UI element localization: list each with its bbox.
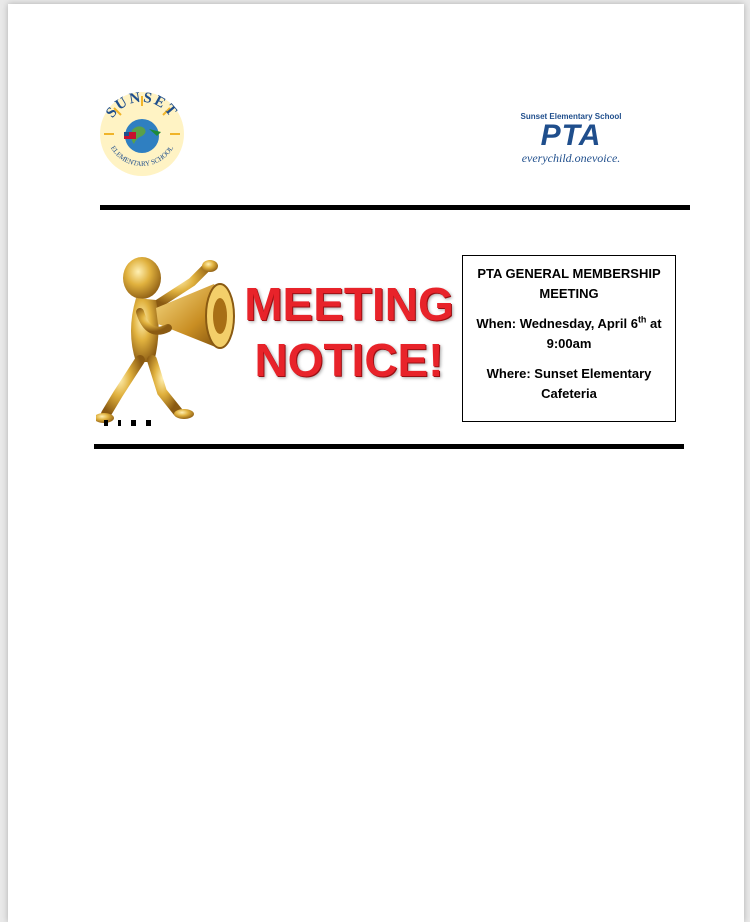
pta-tagline: everychild.onevoice. — [521, 151, 621, 165]
megaphone-figure-icon — [96, 252, 246, 432]
meeting-title: PTA GENERAL MEMBERSHIP MEETING — [477, 266, 661, 301]
document-page — [8, 4, 744, 922]
meeting-when: When: Wednesday, April 6th at 9:00am — [476, 314, 662, 351]
banner-line-1: MEETING — [244, 278, 454, 330]
pta-logo — [496, 112, 646, 166]
sunset-school-logo — [94, 86, 190, 182]
meeting-notice-banner — [244, 276, 454, 388]
banner-line-2: NOTICE! — [254, 334, 444, 386]
meeting-info-box — [462, 255, 676, 422]
meeting-where: Where: Sunset Elementary Cafeteria — [486, 366, 652, 401]
sunset-sub-text: ELEMENTARY SCHOOL — [108, 144, 176, 169]
stray-marks — [104, 420, 161, 430]
top-divider — [100, 205, 690, 210]
sunset-arc-text: SUNSET — [103, 89, 181, 122]
bottom-divider — [94, 444, 684, 449]
pta-word: PTA — [540, 119, 602, 152]
pta-school-name: Sunset Elementary School — [520, 112, 622, 121]
